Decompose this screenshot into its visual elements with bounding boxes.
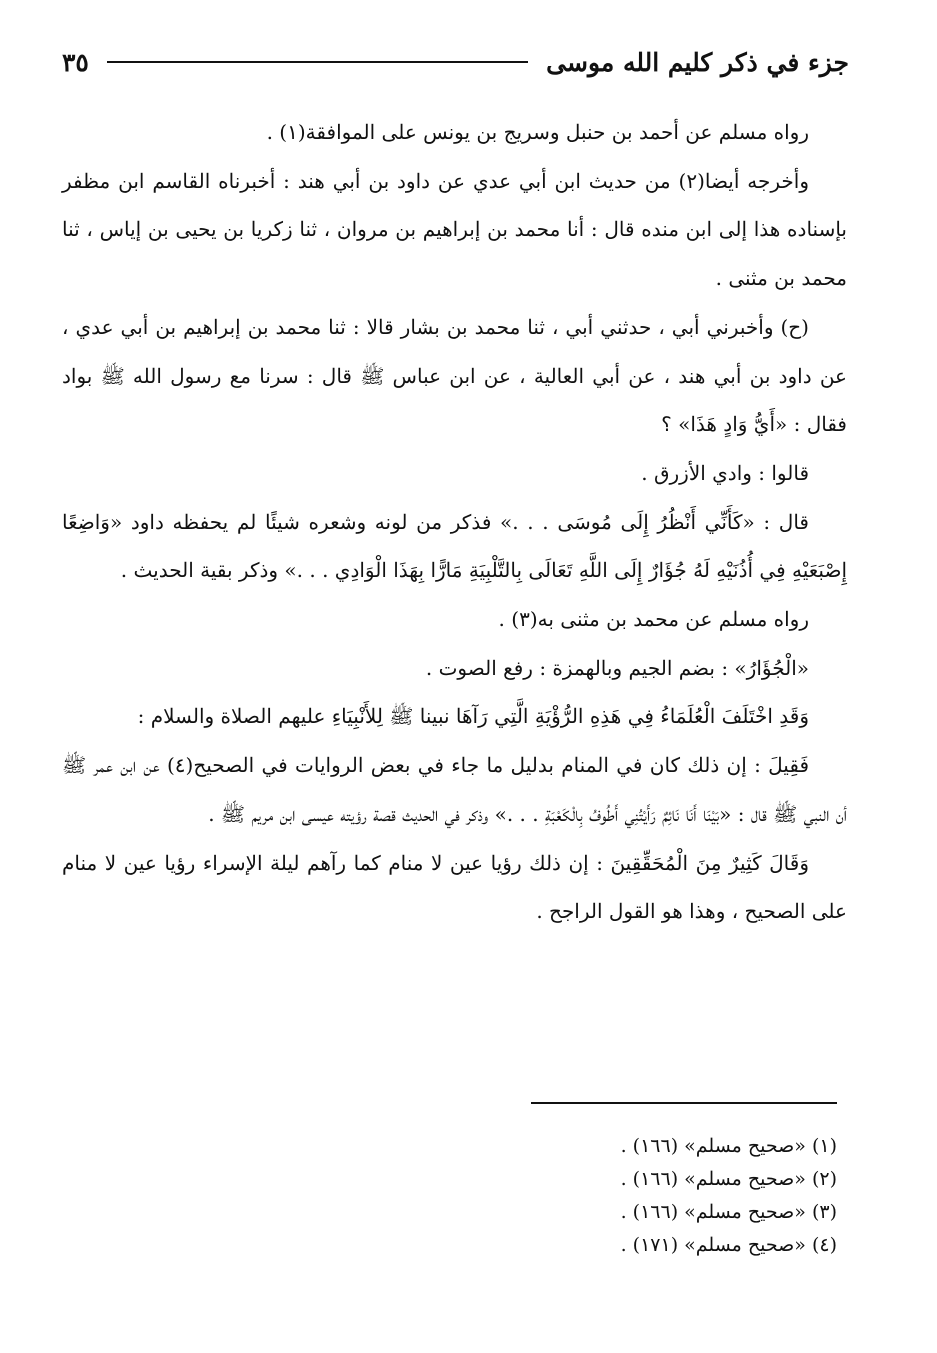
footnote: (٤) «صحيح مسلم» (١٧١) . xyxy=(620,1234,837,1256)
paragraph: (ح) وأخبرني أبي ، حدثني أبي ، ثنا محمد بن بشار قالا : ثنا محمد بن إبراهيم بن أبي عدي ، عن داود بن أبي هند ، عن أبي العالية ، عن ابن عباس ﷺ قال : سرنا مع رسول الله ﷺ بواد فقال : «أَيُّ وَادٍ هَذَا» ؟ xyxy=(62,314,847,437)
footnote: (٢) «صحيح مسلم» (١٦٦) . xyxy=(620,1168,837,1190)
main-text xyxy=(62,108,847,936)
header-rule xyxy=(107,61,528,63)
paragraph: وَقَدِ اخْتَلَفَ الْعُلَمَاءُ فِي هَذِهِ الرُّؤْيَةِ الَّتِي رَآهَا نبينا ﷺ لِلأَنْبِيَاءِ عليهم الصلاة والسلام : xyxy=(137,704,809,729)
running-title: جزء في ذكر كليم الله موسى xyxy=(546,47,849,77)
paragraph: «الْجُؤَارُ» : بضم الجيم وبالهمزة : رفع الصوت . xyxy=(425,655,809,680)
page-header xyxy=(62,42,849,82)
paragraph: قال : «كَأَنِّي أَنْظُرُ إِلَى مُوسَى . . .» فذكر من لونه وشعره شيئًا لم يحفظه داود «وَاضِعًا إِصْبَعَيْهِ فِي أُذُنَيْهِ لَهُ جُؤَارٌ إِلَى اللَّهِ تَعَالَى بِالتَّلْبِيَةِ مَارًّا بِهَذَا الْوَادِي . . .» وذكر بقية الحديث . xyxy=(62,509,847,583)
paragraph: وأخرجه أيضا(٢) من حديث ابن أبي عدي عن داود بن أبي هند : أخبرناه القاسم ابن مظفر بإسناده هذا إلى ابن منده قال : أنا محمد بن إبراهيم بن مروان ، ثنا زكريا بن يحيى بن إياس ، ثنا محمد بن مثنى . xyxy=(62,168,847,291)
page-number: ٣٥ xyxy=(62,47,89,77)
footnote-separator xyxy=(531,1102,837,1104)
footnote: (٣) «صحيح مسلم» (١٦٦) . xyxy=(620,1201,837,1223)
paragraph: فَقِيلَ : إن ذلك كان في المنام بدليل ما جاء في بعض الروايات في الصحيح(٤) عن ابن عمر ﷺ أن النبي ﷺ قال : «بَيْنَا أَنَا نَائِمٌ رَأَيْتُنِي أَطُوفُ بِالْكَعْبَةِ . . .» وذكر في الحديث قصة رؤيته عيسى ابن مريم ﷺ . xyxy=(62,753,847,826)
footnote: (١) «صحيح مسلم» (١٦٦) . xyxy=(620,1135,837,1157)
paragraph: وَقَالَ كَثِيرٌ مِنَ الْمُحَقِّقِينَ : إن ذلك رؤيا عين لا منام كما رآهم ليلة الإسراء رؤيا عين لا منام على الصحيح ، وهذا هو القول الراجح . xyxy=(62,850,847,924)
paragraph: رواه مسلم عن محمد بن مثنى به(٣) . xyxy=(498,607,809,632)
paragraph: رواه مسلم عن أحمد بن حنبل وسريج بن يونس على الموافقة(١) . xyxy=(266,120,809,144)
footnotes xyxy=(400,1130,837,1262)
paragraph: قالوا : وادي الأزرق . xyxy=(641,460,809,485)
